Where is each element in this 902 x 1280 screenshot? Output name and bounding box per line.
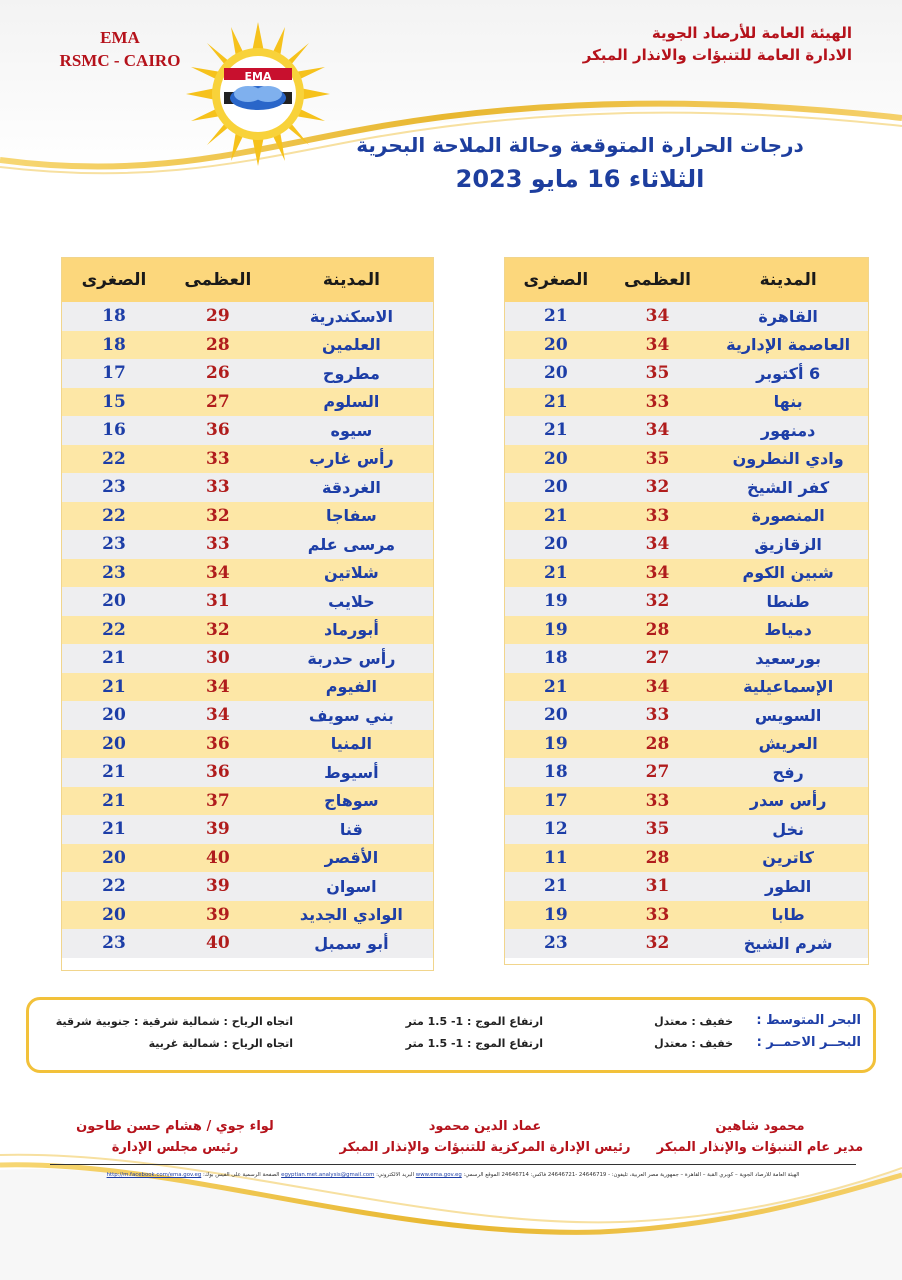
table-row xyxy=(62,730,433,759)
title-main: درجات الحرارة المتوقعة وحالة الملاحة البحرية xyxy=(356,133,804,157)
table-row xyxy=(505,815,868,844)
table-row xyxy=(62,359,433,388)
min-temp-cell: 20 xyxy=(102,904,126,925)
table-row xyxy=(505,473,868,502)
city-cell: أبورماد xyxy=(323,620,379,640)
sea-navigation-box xyxy=(26,997,876,1073)
min-temp-cell: 19 xyxy=(544,619,568,640)
city-cell: السلوم xyxy=(323,392,380,412)
city-cell: المنصورة xyxy=(751,506,825,526)
org-en-line-1: EMA xyxy=(100,28,140,47)
min-temp-cell: 21 xyxy=(544,306,568,327)
max-temp-cell: 34 xyxy=(645,562,670,583)
max-temp-cell: 40 xyxy=(205,933,230,954)
max-temp-cell: 33 xyxy=(205,448,230,469)
max-temp-cell: 40 xyxy=(205,847,230,868)
city-cell: الفيوم xyxy=(325,677,378,697)
table-row xyxy=(62,815,433,844)
max-temp-cell: 32 xyxy=(205,619,230,640)
min-temp-cell: 15 xyxy=(102,391,126,412)
org-en-line-2: RSMC - CAIRO xyxy=(59,51,181,70)
table-row xyxy=(505,416,868,445)
signature-central-director xyxy=(335,1116,635,1158)
sea-name: البحــر الاحمــر : xyxy=(756,1035,861,1050)
logo-text: EMA xyxy=(244,70,272,83)
min-temp-cell: 20 xyxy=(544,477,568,498)
header-org-ar xyxy=(532,22,852,66)
min-temp-cell: 16 xyxy=(102,420,126,441)
max-temp-cell: 34 xyxy=(645,534,670,555)
min-temp-cell: 23 xyxy=(544,933,568,954)
max-temp-cell: 34 xyxy=(645,420,670,441)
min-temp-cell: 22 xyxy=(102,876,126,897)
max-temp-cell: 28 xyxy=(645,733,670,754)
max-temp-cell: 39 xyxy=(205,904,230,925)
min-temp-cell: 12 xyxy=(544,819,568,840)
table-row xyxy=(505,445,868,474)
city-cell: نخل xyxy=(772,819,805,839)
max-temp-cell: 34 xyxy=(645,334,670,355)
footer-fb-link[interactable]: http://m.facebook.com/ema.gov.eg xyxy=(106,1172,202,1178)
max-temp-cell: 35 xyxy=(645,363,670,384)
max-temp-cell: 28 xyxy=(645,847,670,868)
min-temp-cell: 21 xyxy=(102,762,126,783)
sea-wave-height: ارتفاع الموج : 1- 1.5 متر xyxy=(405,1015,543,1028)
sea-wind-direction: اتجاه الرياح : شمالية شرقية : جنوبية شرقية xyxy=(55,1015,293,1028)
city-cell: الغردقة xyxy=(321,477,381,497)
city-cell: دمنهور xyxy=(760,420,816,440)
min-temp-cell: 20 xyxy=(544,534,568,555)
table-header xyxy=(62,258,433,302)
table-row xyxy=(505,502,868,531)
header-min: الصغرى xyxy=(523,270,589,290)
page-title xyxy=(300,128,860,196)
max-temp-cell: 33 xyxy=(645,790,670,811)
table-row xyxy=(62,587,433,616)
table-row xyxy=(62,872,433,901)
temperature-table-right xyxy=(504,257,869,965)
max-temp-cell: 32 xyxy=(645,933,670,954)
table-row xyxy=(62,929,433,958)
header-city: المدينة xyxy=(322,270,380,290)
sea-row-red-sea xyxy=(29,1035,873,1055)
city-cell: كاترين xyxy=(762,848,814,868)
max-temp-cell: 34 xyxy=(205,705,230,726)
city-cell: مطروح xyxy=(322,363,380,383)
table-row xyxy=(62,901,433,930)
min-temp-cell: 21 xyxy=(544,505,568,526)
table-row xyxy=(505,872,868,901)
sea-name: البحر المتوسط : xyxy=(756,1013,861,1028)
max-temp-cell: 29 xyxy=(205,306,230,327)
city-cell: سيوه xyxy=(330,420,373,440)
org-ar-line-2: الادارة العامة للتنبؤات والانذار المبكر xyxy=(582,46,852,64)
city-cell: الاسكندرية xyxy=(309,306,393,326)
min-temp-cell: 20 xyxy=(544,363,568,384)
max-temp-cell: 34 xyxy=(205,676,230,697)
min-temp-cell: 17 xyxy=(544,790,568,811)
city-cell: شبين الكوم xyxy=(742,563,834,583)
footer-address: الهيئة العامة للأرصاد الجوية – كوبري القبة – القاهرة – جمهورية مصر العربية، تليفون: - 24646719 -24646721 فاكس: 24646714 الموقع الرسمي: xyxy=(463,1172,800,1178)
min-temp-cell: 21 xyxy=(102,790,126,811)
city-cell: اسوان xyxy=(326,876,377,896)
max-temp-cell: 32 xyxy=(645,591,670,612)
max-temp-cell: 35 xyxy=(645,819,670,840)
table-row xyxy=(505,844,868,873)
table-row xyxy=(505,758,868,787)
signature-name: لواء جوي / هشام حسن طاحون xyxy=(76,1119,274,1134)
table-row xyxy=(505,644,868,673)
table-row xyxy=(62,844,433,873)
table-row xyxy=(505,730,868,759)
max-temp-cell: 33 xyxy=(205,534,230,555)
max-temp-cell: 33 xyxy=(645,505,670,526)
header-max: العظمى xyxy=(184,270,252,290)
table-row xyxy=(505,302,868,331)
max-temp-cell: 37 xyxy=(205,790,230,811)
city-cell: شرم الشيخ xyxy=(743,933,833,953)
header-org-en xyxy=(40,26,200,72)
table-row xyxy=(62,616,433,645)
table-row xyxy=(62,302,433,331)
signature-name: عماد الدين محمود xyxy=(428,1119,542,1134)
city-cell: رأس غارب xyxy=(309,449,394,469)
title-date: الثلاثاء 16 مايو 2023 xyxy=(455,165,705,193)
max-temp-cell: 32 xyxy=(645,477,670,498)
table-row xyxy=(62,701,433,730)
table-header xyxy=(505,258,868,302)
min-temp-cell: 20 xyxy=(544,705,568,726)
max-temp-cell: 31 xyxy=(205,591,230,612)
city-cell: دمياط xyxy=(764,620,812,640)
city-cell: السويس xyxy=(754,705,822,725)
footer-email-label: البريد الالكتروني: xyxy=(376,1172,415,1178)
signature-forecast-director xyxy=(650,1116,870,1158)
min-temp-cell: 21 xyxy=(102,648,126,669)
min-temp-cell: 23 xyxy=(102,477,126,498)
city-cell: شلاتين xyxy=(323,563,379,583)
max-temp-cell: 34 xyxy=(645,676,670,697)
table-row xyxy=(62,416,433,445)
min-temp-cell: 21 xyxy=(544,876,568,897)
city-cell: بني سويف xyxy=(308,705,394,725)
min-temp-cell: 20 xyxy=(102,591,126,612)
min-temp-cell: 23 xyxy=(102,933,126,954)
max-temp-cell: 34 xyxy=(645,306,670,327)
city-cell: بورسعيد xyxy=(755,648,822,668)
max-temp-cell: 30 xyxy=(205,648,230,669)
city-cell: سفاجا xyxy=(325,506,377,526)
city-cell: طابا xyxy=(771,905,805,925)
city-cell: الطور xyxy=(764,876,812,896)
footer-divider xyxy=(50,1164,856,1165)
city-cell: القاهرة xyxy=(758,306,818,326)
min-temp-cell: 19 xyxy=(544,733,568,754)
max-temp-cell: 26 xyxy=(205,363,230,384)
max-temp-cell: 31 xyxy=(645,876,670,897)
city-cell: طنطا xyxy=(766,591,810,611)
min-temp-cell: 20 xyxy=(102,705,126,726)
signature-role: رئيس مجلس الإدارة xyxy=(111,1140,239,1155)
footer-email-link[interactable]: egyptian.met.analysis@gmail.com xyxy=(281,1172,375,1178)
min-temp-cell: 21 xyxy=(544,420,568,441)
table-row xyxy=(505,530,868,559)
org-ar-line-1: الهيئة العامة للأرصاد الجوية xyxy=(651,24,852,42)
max-temp-cell: 36 xyxy=(205,733,230,754)
min-temp-cell: 23 xyxy=(102,534,126,555)
signature-role: رئيس الإدارة المركزية للتنبؤات والإنذار المبكر xyxy=(339,1140,631,1155)
min-temp-cell: 22 xyxy=(102,448,126,469)
table-row xyxy=(505,616,868,645)
sea-condition: خفيف : معتدل xyxy=(654,1037,733,1050)
city-cell: أبو سمبل xyxy=(314,933,389,953)
table-row xyxy=(62,673,433,702)
max-temp-cell: 35 xyxy=(645,448,670,469)
min-temp-cell: 20 xyxy=(544,334,568,355)
min-temp-cell: 20 xyxy=(102,847,126,868)
max-temp-cell: 36 xyxy=(205,420,230,441)
min-temp-cell: 18 xyxy=(544,762,568,783)
table-row xyxy=(62,473,433,502)
max-temp-cell: 33 xyxy=(645,904,670,925)
table-row xyxy=(505,673,868,702)
city-cell: الأقصر xyxy=(324,848,379,868)
table-row xyxy=(505,929,868,958)
city-cell: العريش xyxy=(758,734,818,754)
city-cell: حلايب xyxy=(328,591,375,611)
header-city: المدينة xyxy=(759,270,817,290)
table-row xyxy=(505,901,868,930)
min-temp-cell: 22 xyxy=(102,505,126,526)
min-temp-cell: 18 xyxy=(102,306,126,327)
max-temp-cell: 27 xyxy=(205,391,230,412)
table-row xyxy=(505,701,868,730)
max-temp-cell: 39 xyxy=(205,819,230,840)
max-temp-cell: 36 xyxy=(205,762,230,783)
city-cell: وادي النطرون xyxy=(732,449,844,469)
sea-wave-height: ارتفاع الموج : 1- 1.5 متر xyxy=(405,1037,543,1050)
min-temp-cell: 17 xyxy=(102,363,126,384)
min-temp-cell: 21 xyxy=(544,562,568,583)
city-cell: رأس حدربة xyxy=(307,648,396,668)
min-temp-cell: 19 xyxy=(544,904,568,925)
min-temp-cell: 21 xyxy=(544,391,568,412)
city-cell: المنيا xyxy=(330,734,373,754)
min-temp-cell: 20 xyxy=(544,448,568,469)
city-cell: الإسماعيلية xyxy=(743,677,834,697)
header-max: العظمى xyxy=(623,270,691,290)
city-cell: 6 أكتوبر xyxy=(756,363,821,383)
max-temp-cell: 27 xyxy=(645,762,670,783)
min-temp-cell: 21 xyxy=(102,676,126,697)
city-cell: سوهاج xyxy=(324,791,379,811)
max-temp-cell: 39 xyxy=(205,876,230,897)
table-row xyxy=(62,559,433,588)
city-cell: رفح xyxy=(772,762,804,782)
city-cell: بنها xyxy=(773,392,803,412)
city-cell: العلمين xyxy=(322,335,381,355)
min-temp-cell: 21 xyxy=(102,819,126,840)
min-temp-cell: 18 xyxy=(544,648,568,669)
header-min: الصغرى xyxy=(81,270,147,290)
table-row xyxy=(505,787,868,816)
sea-row-mediterranean xyxy=(29,1013,873,1033)
table-row xyxy=(62,502,433,531)
city-cell: رأس سدر xyxy=(749,791,827,811)
city-cell: الوادي الجديد xyxy=(299,905,403,925)
table-row xyxy=(62,388,433,417)
city-cell: مرسى علم xyxy=(307,534,396,554)
min-temp-cell: 11 xyxy=(544,847,568,868)
min-temp-cell: 19 xyxy=(544,591,568,612)
sea-wind-direction: اتجاه الرياح : شمالية غربية xyxy=(148,1037,293,1050)
table-row xyxy=(62,445,433,474)
max-temp-cell: 28 xyxy=(645,619,670,640)
city-cell: العاصمة الإدارية xyxy=(726,335,851,355)
min-temp-cell: 20 xyxy=(102,733,126,754)
temperature-table-left xyxy=(61,257,434,971)
footer-contact xyxy=(50,1172,856,1184)
min-temp-cell: 22 xyxy=(102,619,126,640)
table-row xyxy=(505,587,868,616)
table-row xyxy=(505,359,868,388)
max-temp-cell: 27 xyxy=(645,648,670,669)
signature-chairman xyxy=(60,1116,290,1158)
city-cell: أسيوط xyxy=(324,762,379,782)
table-row xyxy=(505,559,868,588)
footer-site-link[interactable]: www.ema.gov.eg xyxy=(415,1172,462,1178)
city-cell: قنا xyxy=(339,819,363,839)
footer-fb-label: الصفحة الرسمية على الفيس بوك: xyxy=(202,1172,280,1178)
max-temp-cell: 28 xyxy=(205,334,230,355)
table-row xyxy=(62,530,433,559)
city-cell: كفر الشيخ xyxy=(747,477,830,497)
min-temp-cell: 21 xyxy=(544,676,568,697)
min-temp-cell: 23 xyxy=(102,562,126,583)
table-row xyxy=(505,388,868,417)
table-row xyxy=(62,331,433,360)
max-temp-cell: 33 xyxy=(645,705,670,726)
signature-name: محمود شاهين xyxy=(715,1119,805,1134)
table-row xyxy=(62,644,433,673)
max-temp-cell: 33 xyxy=(205,477,230,498)
city-cell: الزقازيق xyxy=(754,534,822,554)
table-row xyxy=(505,331,868,360)
sea-condition: خفيف : معتدل xyxy=(654,1015,733,1028)
table-row xyxy=(62,758,433,787)
max-temp-cell: 33 xyxy=(645,391,670,412)
min-temp-cell: 18 xyxy=(102,334,126,355)
table-row xyxy=(62,787,433,816)
max-temp-cell: 32 xyxy=(205,505,230,526)
max-temp-cell: 34 xyxy=(205,562,230,583)
signature-role: مدير عام التنبؤات والإنذار المبكر xyxy=(656,1140,864,1155)
